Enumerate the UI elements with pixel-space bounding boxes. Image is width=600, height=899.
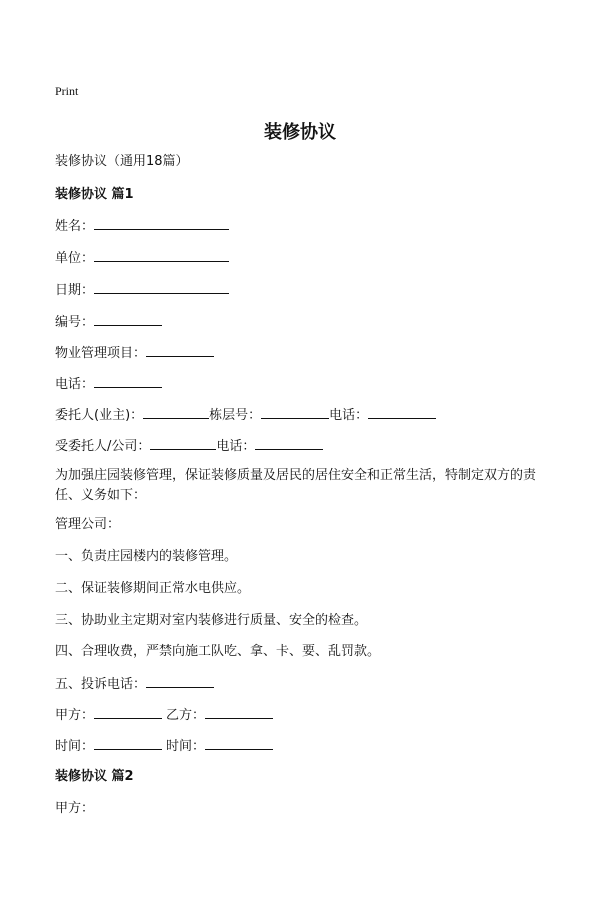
project-blank [146, 344, 214, 357]
client-blank [143, 406, 209, 419]
date-field [55, 281, 229, 299]
phone-field [55, 375, 162, 393]
time-a-label: 时间： [55, 739, 95, 754]
project-label: 物业管理项目： [55, 346, 147, 361]
complaint-field [55, 675, 214, 693]
party-b-blank [205, 706, 273, 719]
number-blank [94, 313, 162, 326]
client-row [55, 406, 436, 424]
number-field [55, 313, 162, 331]
time-row [55, 737, 273, 755]
list-item: 二、保证装修期间正常水电供应。 [55, 581, 251, 596]
party-b-label: 乙方： [166, 708, 206, 723]
section-2-heading: 装修协议 篇2 [55, 769, 134, 784]
party-a-blank [94, 706, 162, 719]
building-label: 栋层号： [209, 408, 262, 423]
document-subtitle: 装修协议（通用18篇） [55, 154, 189, 169]
project-field [55, 344, 214, 362]
time-a-blank [94, 737, 162, 750]
party-a-label: 甲方： [55, 708, 95, 723]
intro-paragraph: 为加强庄园装修管理，保证装修质量及居民的居住安全和正常生活，特制定双方的责任、义务如下： [55, 468, 537, 503]
contractor-blank [150, 437, 216, 450]
management-label: 管理公司： [55, 517, 121, 532]
contractor-row [55, 437, 323, 455]
time-b-blank [205, 737, 273, 750]
print-label[interactable]: Print [55, 84, 79, 98]
time-b-label: 时间： [166, 739, 206, 754]
name-blank [94, 217, 229, 230]
list-item: 一、负责庄园楼内的装修管理。 [55, 549, 238, 564]
contractor-phone-label: 电话： [216, 439, 256, 454]
contractor-phone-blank [255, 437, 323, 450]
section-1-heading: 装修协议 篇1 [55, 187, 134, 202]
client-label: 委托人(业主)： [55, 408, 144, 423]
parties-row [55, 706, 273, 724]
phone-blank [94, 375, 162, 388]
unit-blank [94, 249, 229, 262]
client-phone-blank [368, 406, 436, 419]
name-field [55, 217, 229, 235]
complaint-blank [146, 675, 214, 688]
date-blank [94, 281, 229, 294]
name-label: 姓名： [55, 219, 95, 234]
list-item: 三、协助业主定期对室内装修进行质量、安全的检查。 [55, 613, 368, 628]
unit-label: 单位： [55, 251, 95, 266]
date-label: 日期： [55, 283, 95, 298]
document-title: 装修协议 [264, 122, 336, 143]
client-phone-label: 电话： [329, 408, 369, 423]
list-item: 四、合理收费，严禁向施工队吃、拿、卡、要、乱罚款。 [55, 644, 381, 659]
unit-field [55, 249, 229, 267]
number-label: 编号： [55, 315, 95, 330]
complaint-label: 五、投诉电话： [55, 677, 147, 692]
building-blank [261, 406, 329, 419]
phone-label: 电话： [55, 377, 95, 392]
contractor-label: 受委托人/公司： [55, 439, 151, 454]
section-2-party-a-label: 甲方： [55, 801, 95, 816]
